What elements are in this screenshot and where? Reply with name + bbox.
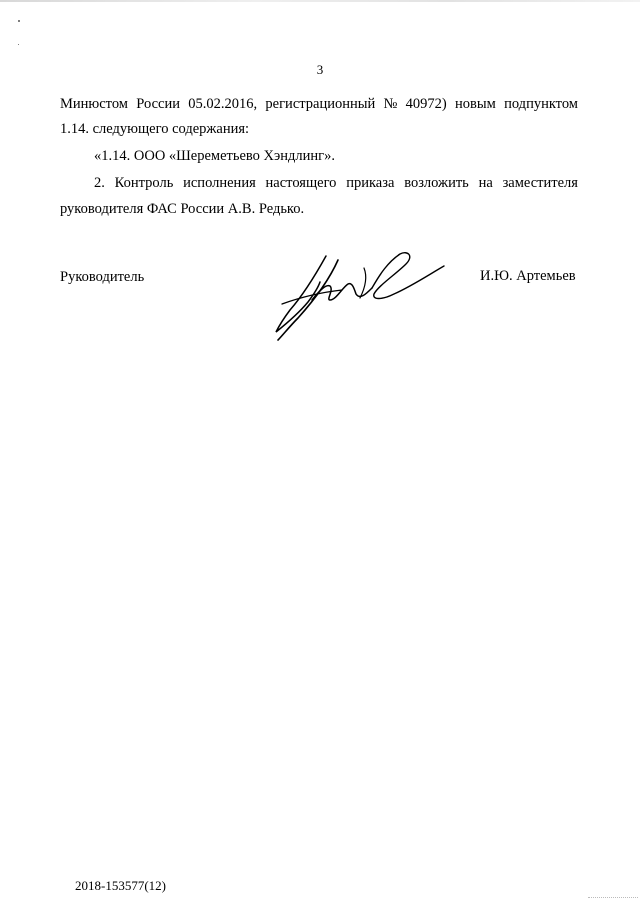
body-word: подпунктом [504,96,578,112]
page-number: 3 [316,62,324,77]
body-word: № [383,96,398,112]
body-word: на [478,175,493,191]
body-line-3: «1.14. ООО «Шереметьево Хэндлинг». [94,148,335,164]
scan-speck [18,44,19,45]
body-word: 05.02.2016, [188,96,258,112]
scan-top-edge [0,0,640,2]
body-word: настоящего [265,175,337,191]
body-word: России [136,96,180,112]
body-line-1 [60,96,578,112]
body-word: 2. [94,175,105,191]
signatory-role: Руководитель [60,269,145,285]
handwritten-signature [268,244,448,344]
signatory-name: И.Ю. Артемьев [480,268,576,284]
body-word: Минюстом [60,96,128,112]
body-line-5: руководителя ФАС России А.В. Редько. [60,201,305,217]
body-word: возложить [404,175,469,191]
document-id: 2018-153577(12) [75,878,166,893]
body-word: исполнения [183,175,256,191]
body-line-4 [94,175,578,191]
body-word: регистрационный [265,96,376,112]
body-word: заместителя [502,175,578,191]
body-word: 40972) [405,96,447,112]
scan-dotted-edge [588,897,638,899]
body-line-2: 1.14. следующего содержания: [60,121,250,137]
body-word: Контроль [114,175,174,191]
body-word: новым [455,96,496,112]
scan-speck [18,20,20,22]
body-word: приказа [346,175,395,191]
